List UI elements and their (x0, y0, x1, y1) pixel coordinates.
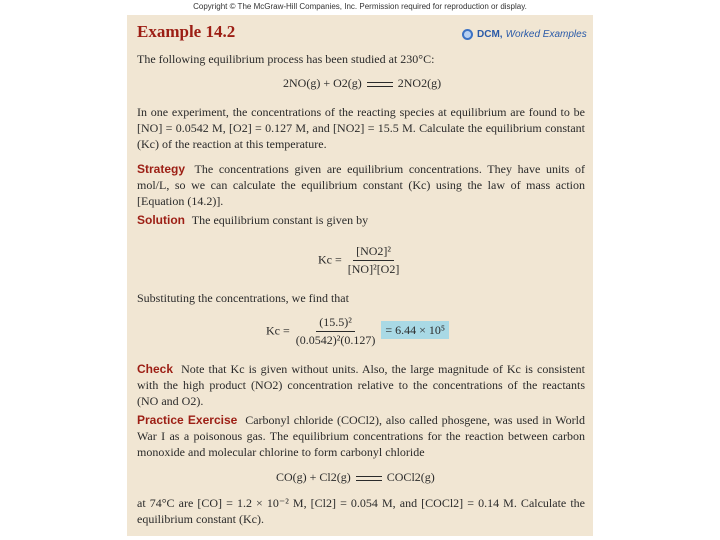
check-heading: Check (137, 362, 174, 376)
substitute-text: Substituting the concentrations, we find that (137, 291, 349, 305)
intro-text: The following equilibrium process has been studied at 230°C: (137, 52, 435, 66)
equilibrium-arrow-icon (367, 81, 393, 88)
strategy-text: The concentrations given are equilibrium concentrations. They have units of mol/L, so we can calculate the equilibrium constant (Kc) using the law of mass action [Equation (14.2)]. (137, 162, 585, 208)
equilibrium-arrow-icon (356, 475, 382, 482)
kc-result: = 6.44 × 10⁵ (381, 321, 449, 339)
kc-calc-lhs: Kc = (266, 323, 290, 338)
kc-lhs: Kc = (318, 252, 342, 267)
phosgene-product: COCl2(g) (386, 470, 435, 484)
kc-calc-fraction (293, 315, 379, 348)
reaction-equation (283, 76, 441, 91)
practice-heading: Practice Exercise (137, 413, 238, 427)
example-title: Example 14.2 (137, 22, 236, 41)
phosgene-reactants: CO(g) + Cl2(g) (276, 470, 351, 484)
reactants: 2NO(g) + O2(g) (283, 76, 362, 90)
phosgene-equation (276, 470, 435, 485)
practice-text: Carbonyl chloride (COCl2), also called phosgene, was used in World War I as a poisonous gas. The equilibrium concentrations for the reaction between carbon monoxide and molecular chlorine to form carbonyl chloride (137, 413, 586, 459)
solution-text: The equilibrium constant is given by (191, 213, 369, 227)
check-text: Note that Kc is given without units. Also, the large magnitude of Kc is consistent with the high product (NO2) concentration relative to the concentrations of the reactants (NO and O2). (137, 362, 585, 408)
check-section (137, 361, 585, 409)
kc-expression (318, 244, 402, 277)
strategy-section (137, 161, 585, 209)
strategy-heading: Strategy (137, 162, 186, 176)
products: 2NO2(g) (397, 76, 442, 90)
problem-text: In one experiment, the concentrations of the reacting species at equilibrium are found to be [NO] = 0.0542 M, [O2] = 0.127 M, and [NO2] = 15.5 M. Calculate the equilibrium constant (Kc) of the reaction at this temperature. (137, 105, 585, 151)
kc-fraction (345, 244, 403, 277)
cd-icon (462, 29, 473, 40)
kc-calc-numerator: (15.5)² (316, 315, 355, 332)
kc-calculation (266, 315, 449, 348)
practice-section (137, 412, 585, 460)
solution-heading: Solution (137, 213, 185, 227)
worked-examples-link[interactable] (462, 29, 587, 40)
badge-brand: DCM, (477, 29, 503, 40)
solution-section (137, 212, 585, 228)
badge-label: Worked Examples (505, 29, 587, 40)
copyright-notice: Copyright © The McGraw-Hill Companies, Inc. Permission required for reproduction or display. (193, 2, 527, 11)
final-text: at 74°C are [CO] = 1.2 × 10⁻² M, [Cl2] = 0.054 M, and [COCl2] = 0.14 M. Calculate the equilibrium constant (Kc). (137, 496, 585, 526)
kc-numerator: [NO2]² (353, 244, 394, 261)
kc-calc-denominator: (0.0542)²(0.127) (295, 333, 376, 347)
kc-denominator: [NO]²[O2] (347, 262, 400, 276)
